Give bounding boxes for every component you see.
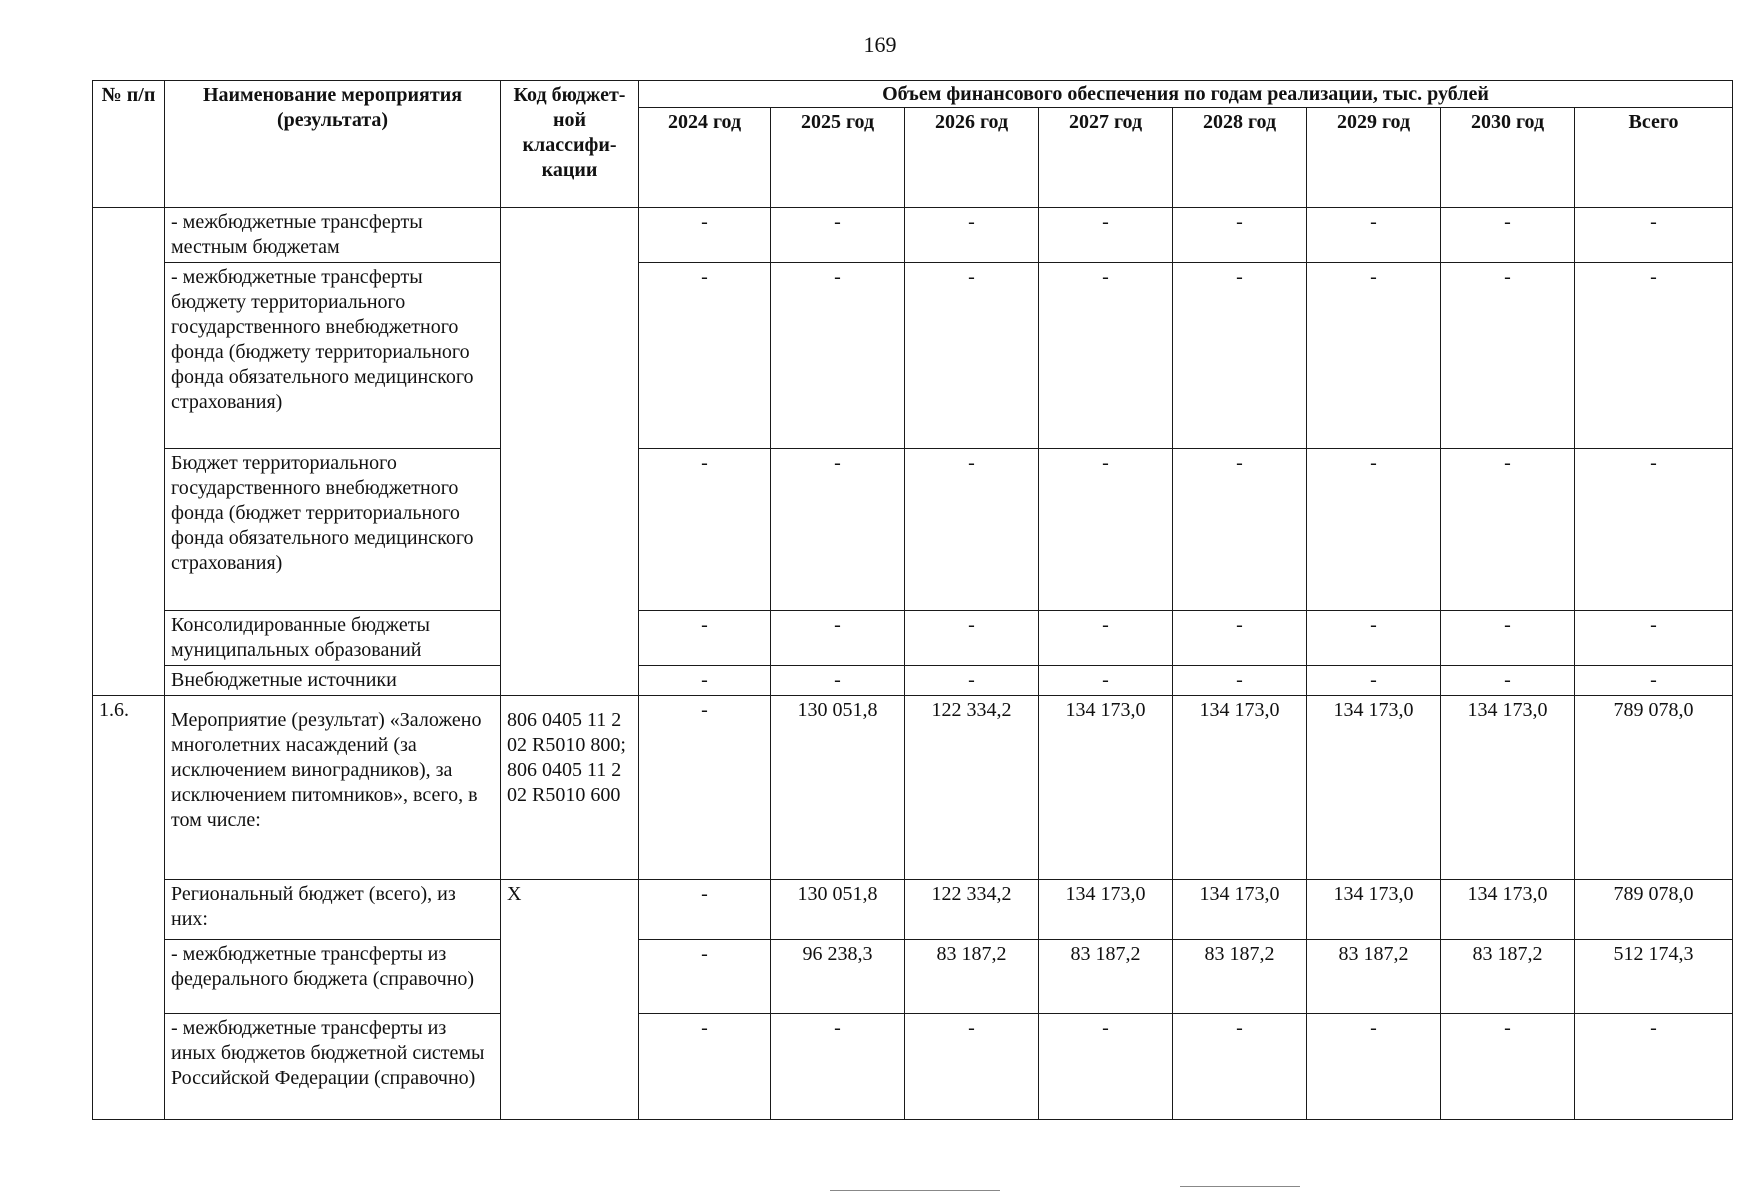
row-name: Мероприятие (результат) «Заложено многолетних насаждений (за исключением виноградников), за исключением питомников», всего, в том числе: [165, 696, 501, 880]
cell-value: - [905, 449, 1039, 611]
cell-value: - [1039, 208, 1173, 263]
cell-value: 130 051,8 [771, 696, 905, 880]
cell-value: - [905, 1014, 1039, 1120]
row-name: Бюджет территориального государственного внебюджетного фонда (бюджет территориального фонда обязательного медицинского страхования) [165, 449, 501, 611]
cell-value: - [1039, 666, 1173, 696]
cell-value: - [1441, 1014, 1575, 1120]
cell-value: - [771, 208, 905, 263]
cell-value: - [639, 263, 771, 449]
cell-code-empty [501, 208, 639, 696]
cell-value: - [1039, 611, 1173, 666]
row-name: - межбюджетные трансферты местным бюджетам [165, 208, 501, 263]
budget-code: X [501, 880, 639, 1120]
header-financing-group: Объем финансового обеспечения по годам реализации, тыс. рублей [639, 81, 1733, 108]
item-number: 1.6. [93, 696, 165, 1120]
cell-value: - [639, 880, 771, 940]
cell-value: 83 187,2 [1039, 940, 1173, 1014]
header-year-2027: 2027 год [1039, 108, 1173, 208]
header-name: Наименование мероприятия (результата) [165, 81, 501, 208]
cell-value: - [1173, 208, 1307, 263]
cell-value: 789 078,0 [1575, 696, 1733, 880]
cell-value: 134 173,0 [1039, 696, 1173, 880]
cell-value: - [639, 940, 771, 1014]
row-name: Внебюджетные источники [165, 666, 501, 696]
cell-value: - [1575, 449, 1733, 611]
row-name: - межбюджетные трансферты из федерального бюджета (справочно) [165, 940, 501, 1014]
page-number: 169 [863, 32, 897, 57]
cell-value: - [1173, 449, 1307, 611]
table-row [93, 611, 1733, 666]
scan-artifact-line [830, 1190, 1000, 1191]
row-name: - межбюджетные трансферты бюджету территориального государственного внебюджетного фонда (бюджету территориального фонда обязательного медицинского страхования) [165, 263, 501, 449]
cell-value: - [1575, 208, 1733, 263]
cell-value: - [771, 449, 905, 611]
header-year-2025: 2025 год [771, 108, 905, 208]
table-row [93, 449, 1733, 611]
cell-value: - [639, 449, 771, 611]
cell-value: - [1441, 611, 1575, 666]
cell-value: - [1575, 666, 1733, 696]
cell-value: - [1039, 263, 1173, 449]
header-year-2026: 2026 год [905, 108, 1039, 208]
cell-value: - [1307, 666, 1441, 696]
table-row [93, 263, 1733, 449]
scan-artifact-line [1180, 1186, 1300, 1187]
row-name: Консолидированные бюджеты муниципальных образований [165, 611, 501, 666]
cell-value: - [1307, 208, 1441, 263]
cell-value: - [639, 1014, 771, 1120]
cell-value: - [771, 666, 905, 696]
cell-value: - [1441, 263, 1575, 449]
cell-value: - [639, 666, 771, 696]
cell-value: - [1441, 208, 1575, 263]
cell-value: 83 187,2 [1307, 940, 1441, 1014]
cell-value: 134 173,0 [1441, 696, 1575, 880]
cell-value: - [1173, 666, 1307, 696]
cell-value: - [639, 208, 771, 263]
cell-value: 83 187,2 [905, 940, 1039, 1014]
cell-value: - [1575, 263, 1733, 449]
cell-value: - [1173, 611, 1307, 666]
cell-value: 134 173,0 [1173, 880, 1307, 940]
row-name: Региональный бюджет (всего), из них: [165, 880, 501, 940]
cell-value: - [1173, 1014, 1307, 1120]
cell-value: - [1441, 666, 1575, 696]
table-row [93, 1014, 1733, 1120]
cell-value: 134 173,0 [1441, 880, 1575, 940]
cell-value: - [905, 611, 1039, 666]
cell-value: 134 173,0 [1307, 696, 1441, 880]
header-total: Всего [1575, 108, 1733, 208]
cell-value: 83 187,2 [1441, 940, 1575, 1014]
cell-value: - [639, 696, 771, 880]
cell-value: 134 173,0 [1039, 880, 1173, 940]
cell-value: 512 174,3 [1575, 940, 1733, 1014]
cell-value: - [1307, 263, 1441, 449]
header-year-2028: 2028 год [1173, 108, 1307, 208]
cell-value: - [905, 208, 1039, 263]
cell-value: - [1307, 449, 1441, 611]
cell-value: 122 334,2 [905, 880, 1039, 940]
cell-value: - [771, 1014, 905, 1120]
cell-value: 122 334,2 [905, 696, 1039, 880]
cell-value: - [1173, 263, 1307, 449]
row-name: - межбюджетные трансферты из иных бюджетов бюджетной системы Российской Федерации (справочно) [165, 1014, 501, 1120]
header-year-2029: 2029 год [1307, 108, 1441, 208]
cell-value: - [1441, 449, 1575, 611]
cell-value: - [1039, 1014, 1173, 1120]
cell-value: - [1039, 449, 1173, 611]
cell-value: - [905, 666, 1039, 696]
cell-value: - [771, 611, 905, 666]
cell-value: - [1307, 611, 1441, 666]
cell-value: - [1307, 1014, 1441, 1120]
cell-value: - [1575, 611, 1733, 666]
table-row [93, 940, 1733, 1014]
header-num: № п/п [93, 81, 165, 208]
table-row [93, 666, 1733, 696]
cell-value: - [639, 611, 771, 666]
cell-value: - [771, 263, 905, 449]
header-code: Код бюджет-ной классифи-кации [501, 81, 639, 208]
table-row [93, 208, 1733, 263]
cell-value: 83 187,2 [1173, 940, 1307, 1014]
financing-table [92, 80, 1733, 1120]
cell-value: 130 051,8 [771, 880, 905, 940]
cell-value: 789 078,0 [1575, 880, 1733, 940]
cell-value: - [905, 263, 1039, 449]
header-year-2024: 2024 год [639, 108, 771, 208]
table-row [93, 880, 1733, 940]
cell-value: 134 173,0 [1307, 880, 1441, 940]
table-row [93, 696, 1733, 880]
cell-num-empty [93, 208, 165, 696]
budget-code: 806 0405 11 2 02 R5010 800; 806 0405 11 2 02 R5010 600 [501, 696, 639, 880]
cell-value: 96 238,3 [771, 940, 905, 1014]
header-year-2030: 2030 год [1441, 108, 1575, 208]
cell-value: - [1575, 1014, 1733, 1120]
cell-value: 134 173,0 [1173, 696, 1307, 880]
